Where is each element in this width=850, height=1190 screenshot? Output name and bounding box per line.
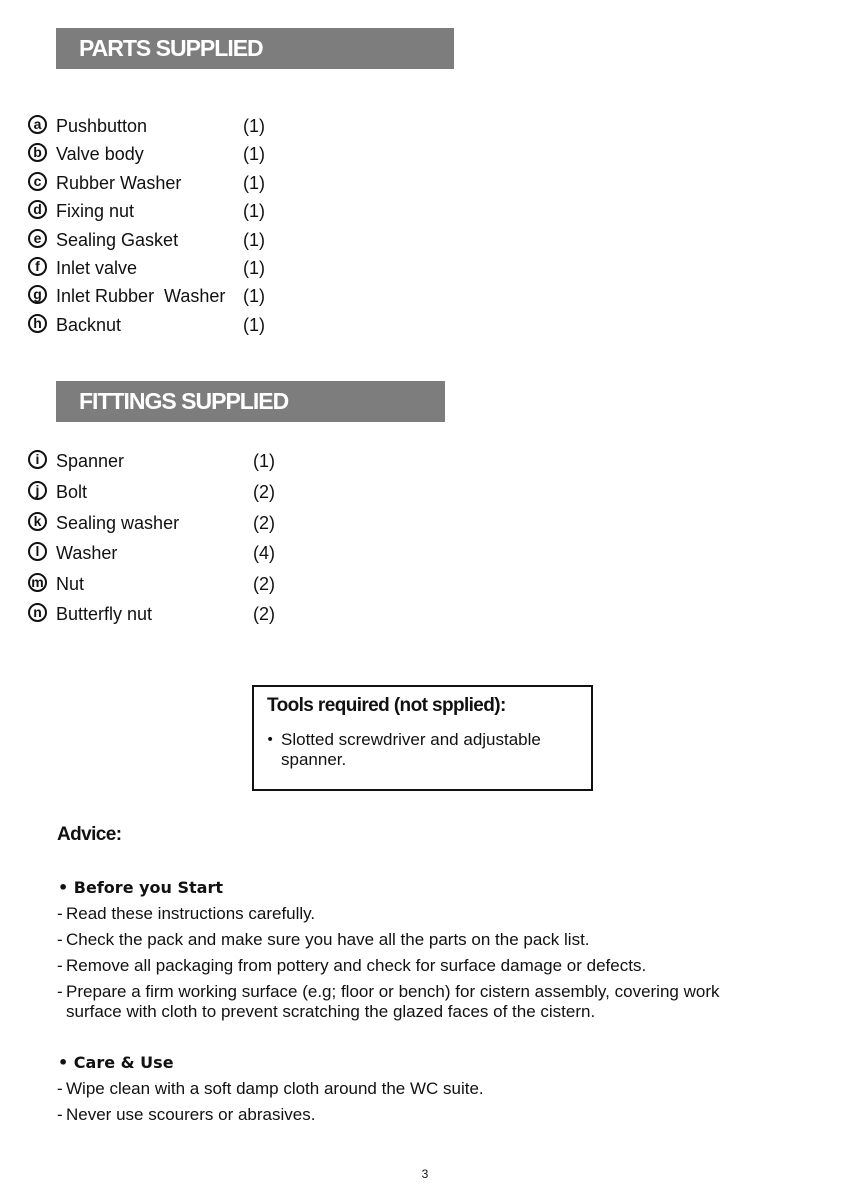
advice-line-text: Remove all packaging from pottery and check for surface damage or defects. [66, 956, 647, 975]
letter-l-badge: l [28, 542, 47, 561]
fitting-name: Butterfly nut [56, 604, 153, 624]
tools-required-box [252, 685, 593, 791]
letter-d-badge: d [28, 200, 47, 219]
advice-line [57, 956, 757, 976]
advice-line [57, 930, 757, 950]
part-name: Rubber Washer [56, 173, 182, 193]
advice-line [57, 1079, 757, 1099]
letter-e-badge: e [28, 229, 47, 248]
fitting-quantity: (4) [253, 543, 275, 563]
fitting-quantity: (2) [253, 513, 275, 533]
letter-f-badge: f [28, 257, 47, 276]
advice-line-text: Wipe clean with a soft damp cloth around the WC suite. [66, 1079, 484, 1098]
part-quantity: (1) [243, 144, 265, 164]
part-name: Sealing Gasket [56, 230, 179, 250]
dash-marker: - [57, 956, 63, 975]
part-quantity: (1) [243, 258, 265, 278]
dash-marker: - [57, 930, 63, 949]
advice-line [57, 982, 747, 1022]
letter-a-badge: a [28, 115, 47, 134]
fittings-supplied-heading: FITTINGS SUPPLIED [56, 381, 445, 422]
dash-marker: - [57, 982, 63, 1001]
part-quantity: (1) [243, 173, 265, 193]
letter-c-badge: c [28, 172, 47, 191]
before-you-start-heading: • Before you Start [58, 878, 223, 897]
advice-line-text: Read these instructions carefully. [66, 904, 316, 923]
part-name: Backnut [56, 315, 122, 335]
fitting-name: Nut [56, 574, 85, 594]
letter-k-badge: k [28, 512, 47, 531]
care-and-use-heading: • Care & Use [58, 1053, 174, 1072]
fitting-quantity: (2) [253, 482, 275, 502]
parts-supplied-heading: PARTS SUPPLIED [56, 28, 454, 69]
part-name: Fixing nut [56, 201, 135, 221]
fitting-name: Washer [56, 543, 118, 563]
part-name: Inlet Rubber Washer [56, 286, 226, 306]
tools-required-title: Tools required (not spplied): [267, 695, 506, 716]
advice-heading: Advice: [57, 824, 122, 845]
part-quantity: (1) [243, 286, 265, 306]
dash-marker: - [57, 1079, 63, 1098]
advice-line-text: Never use scourers or abrasives. [66, 1105, 316, 1124]
dash-marker: - [57, 1105, 63, 1124]
advice-line-text: Prepare a firm working surface (e.g; floor or bench) for cistern assembly, covering work surface with cloth to prevent scratching the glazed faces of the cistern. [66, 982, 720, 1021]
letter-g-badge: g [28, 285, 47, 304]
letter-h-badge: h [28, 314, 47, 333]
page-number: 3 [421, 1167, 429, 1181]
advice-line [57, 904, 757, 924]
letter-m-badge: m [28, 573, 47, 592]
fitting-quantity: (1) [253, 451, 275, 471]
part-name: Inlet valve [56, 258, 138, 278]
part-name: Valve body [56, 144, 144, 164]
part-quantity: (1) [243, 230, 265, 250]
letter-b-badge: b [28, 143, 47, 162]
letter-j-badge: j [28, 481, 47, 500]
part-name: Pushbutton [56, 116, 148, 136]
part-quantity: (1) [243, 315, 265, 335]
tools-item: Slotted screwdriver and adjustable spanner. [281, 730, 541, 769]
advice-line [57, 1105, 757, 1125]
part-quantity: (1) [243, 116, 265, 136]
fitting-quantity: (2) [253, 604, 275, 624]
bullet-icon: • [266, 732, 275, 748]
letter-i-badge: i [28, 450, 47, 469]
fitting-name: Sealing washer [56, 513, 180, 533]
fitting-name: Spanner [56, 451, 125, 471]
dash-marker: - [57, 904, 63, 923]
letter-n-badge: n [28, 603, 47, 622]
fitting-quantity: (2) [253, 574, 275, 594]
part-quantity: (1) [243, 201, 265, 221]
fitting-name: Bolt [56, 482, 88, 502]
advice-line-text: Check the pack and make sure you have all the parts on the pack list. [66, 930, 590, 949]
